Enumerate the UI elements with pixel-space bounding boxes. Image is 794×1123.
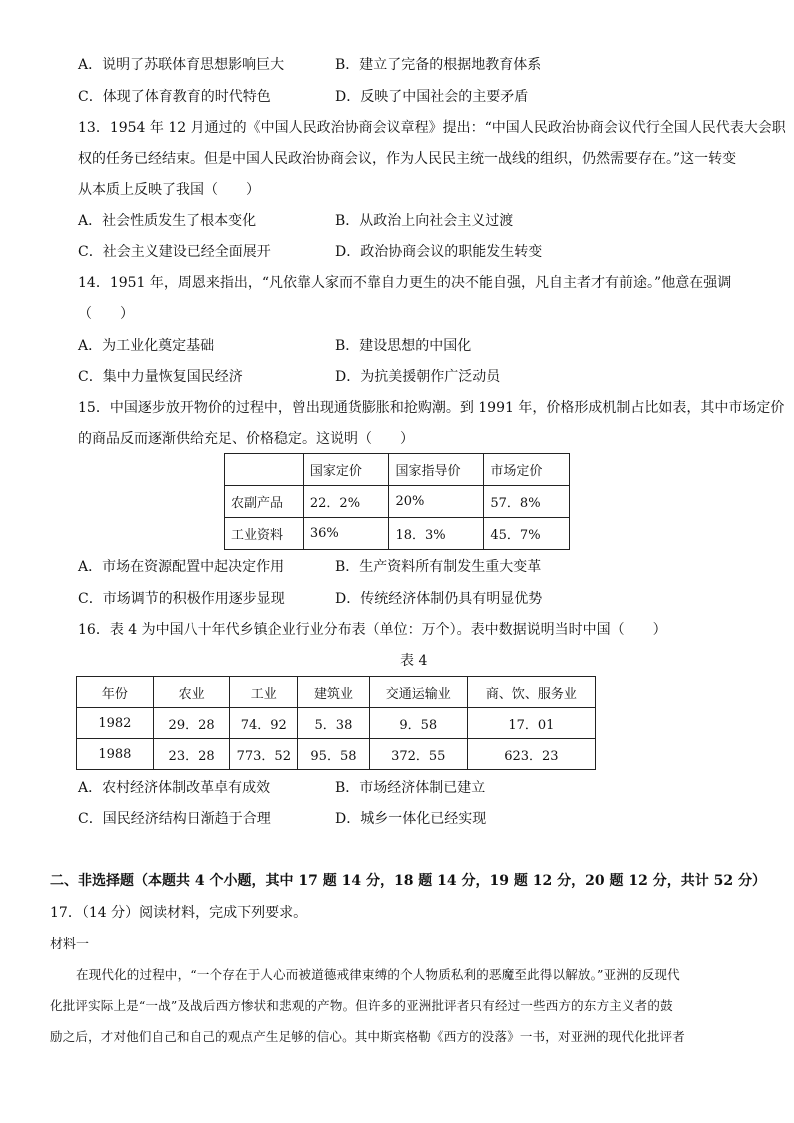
q14-stem-line2: （ ） [78,306,134,322]
table-cell: 57．8% [484,486,570,518]
q12-option-a: A．说明了苏联体育思想影响巨大 [78,57,285,73]
table-cell: 1982 [77,708,154,739]
q14-option-c: C．集中力量恢复国民经济 [78,369,243,385]
table-header-cell: 工业 [230,677,298,708]
q14-option-b: B．建设思想的中国化 [335,338,472,354]
q12-option-b: B．建立了完备的根据地教育体系 [335,57,542,73]
q16-stem-line1: 16．表 4 为中国八十年代乡镇企业行业分布表（单位：万个）。表中数据说明当时中国（ ） [78,622,667,638]
q13-stem-line3: 从本质上反映了我国（ ） [78,182,260,198]
table-header-cell: 交通运输业 [369,677,467,708]
q12-option-d: D．反映了中国社会的主要矛盾 [335,89,529,105]
table-cell: 5．38 [298,708,370,739]
q15-option-c: C．市场调节的积极作用逐步显现 [78,591,285,607]
table-header-row [77,677,596,708]
table-row [77,739,596,770]
table-header-row [225,454,570,486]
q15-option-b: B．生产资料所有制发生重大变革 [335,559,542,575]
township-enterprise-table [76,676,596,770]
table-cell: 74．92 [230,708,298,739]
q13-option-c: C．社会主义建设已经全面展开 [78,244,271,260]
table-cell: 工业资料 [225,518,304,550]
price-mechanism-table [224,453,570,550]
q14-option-d: D．为抗美援朝作广泛动员 [335,369,501,385]
table-row [225,486,570,518]
table-header-cell: 年份 [77,677,154,708]
table-header-cell [225,454,304,486]
q13-option-d: D．政治协商会议的职能发生转变 [335,244,543,260]
table-cell: 农副产品 [225,486,304,518]
table-cell: 22．2% [303,486,389,518]
table-header-cell: 国家定价 [303,454,389,486]
material-paragraph-line: 在现代化的过程中，“一个存在于人心而被道德戒律束缚的个人物质私利的恶魔至此得以解放。”亚洲的反现代 [76,967,680,982]
table-caption: 表 4 [400,653,428,669]
q15-option-d: D．传统经济体制仍具有明显优势 [335,591,543,607]
table-cell: 773．52 [230,739,298,770]
table-cell: 372．55 [369,739,467,770]
table-cell: 623．23 [467,739,595,770]
table-cell: 18．3% [389,518,484,550]
table-header-cell: 国家指导价 [389,454,484,486]
q13-option-b: B．从政治上向社会主义过渡 [335,213,514,229]
table-cell: 95．58 [298,739,370,770]
table-header-cell: 农业 [153,677,230,708]
q17-stem: 17．（14 分）阅读材料，完成下列要求。 [50,905,308,921]
q13-stem-line1: 13．1954 年 12 月通过的《中国人民政治协商会议章程》提出：“中国人民政治协商会议代行全国人民代表大会职 [78,120,786,136]
table-header-cell: 商、饮、服务业 [467,677,595,708]
material-paragraph-line: 励之后，才对他们自己和自己的观点产生足够的信心。其中斯宾格勒《西方的没落》一书，对亚洲的现代化批评者 [50,1029,686,1044]
q16-option-a: A．农村经济体制改革卓有成效 [78,780,271,796]
section-title: 二、非选择题（本题共 4 个小题，其中 17 题 14 分，18 题 14 分，19 题 12 分，20 题 12 分，共计 52 分） [50,873,766,889]
q13-stem-line2: 权的任务已经结束。但是中国人民政治协商会议，作为人民民主统一战线的组织，仍然需要存在。”这一转变 [78,151,737,167]
q15-stem-line2: 的商品反而逐渐供给充足、价格稳定。这说明（ ） [78,431,414,447]
q15-stem-line1: 15．中国逐步放开物价的过程中，曾出现通货膨胀和抢购潮。到 1991 年，价格形成机制占比如表，其中市场定价 [78,400,785,416]
table-cell: 9．58 [369,708,467,739]
q14-option-a: A．为工业化奠定基础 [78,338,215,354]
table-row [225,518,570,550]
q16-option-b: B．市场经济体制已建立 [335,780,486,796]
q12-option-c: C．体现了体育教育的时代特色 [78,89,271,105]
table-cell: 45．7% [484,518,570,550]
table-header-cell: 市场定价 [484,454,570,486]
q16-option-d: D．城乡一体化已经实现 [335,811,487,827]
table-cell: 1988 [77,739,154,770]
table-header-cell: 建筑业 [298,677,370,708]
table-cell: 20% [389,486,484,518]
q13-option-a: A．社会性质发生了根本变化 [78,213,257,229]
material-paragraph-line: 化批评实际上是“一战”及战后西方惨状和悲观的产物。但许多的亚洲批评者只有经过一些西方的东方主义者的鼓 [50,998,673,1013]
q15-option-a: A．市场在资源配置中起决定作用 [78,559,285,575]
table-cell: 17．01 [467,708,595,739]
table-cell: 36% [303,518,389,550]
table-cell: 29．28 [153,708,230,739]
table-cell: 23．28 [153,739,230,770]
table-row [77,708,596,739]
q16-option-c: C．国民经济结构日渐趋于合理 [78,811,271,827]
material-label: 材料一 [50,937,90,952]
q14-stem-line1: 14．1951 年，周恩来指出，“凡依靠人家而不靠自力更生的决不能自强，凡自主者才有前途。”他意在强调 [78,275,732,291]
